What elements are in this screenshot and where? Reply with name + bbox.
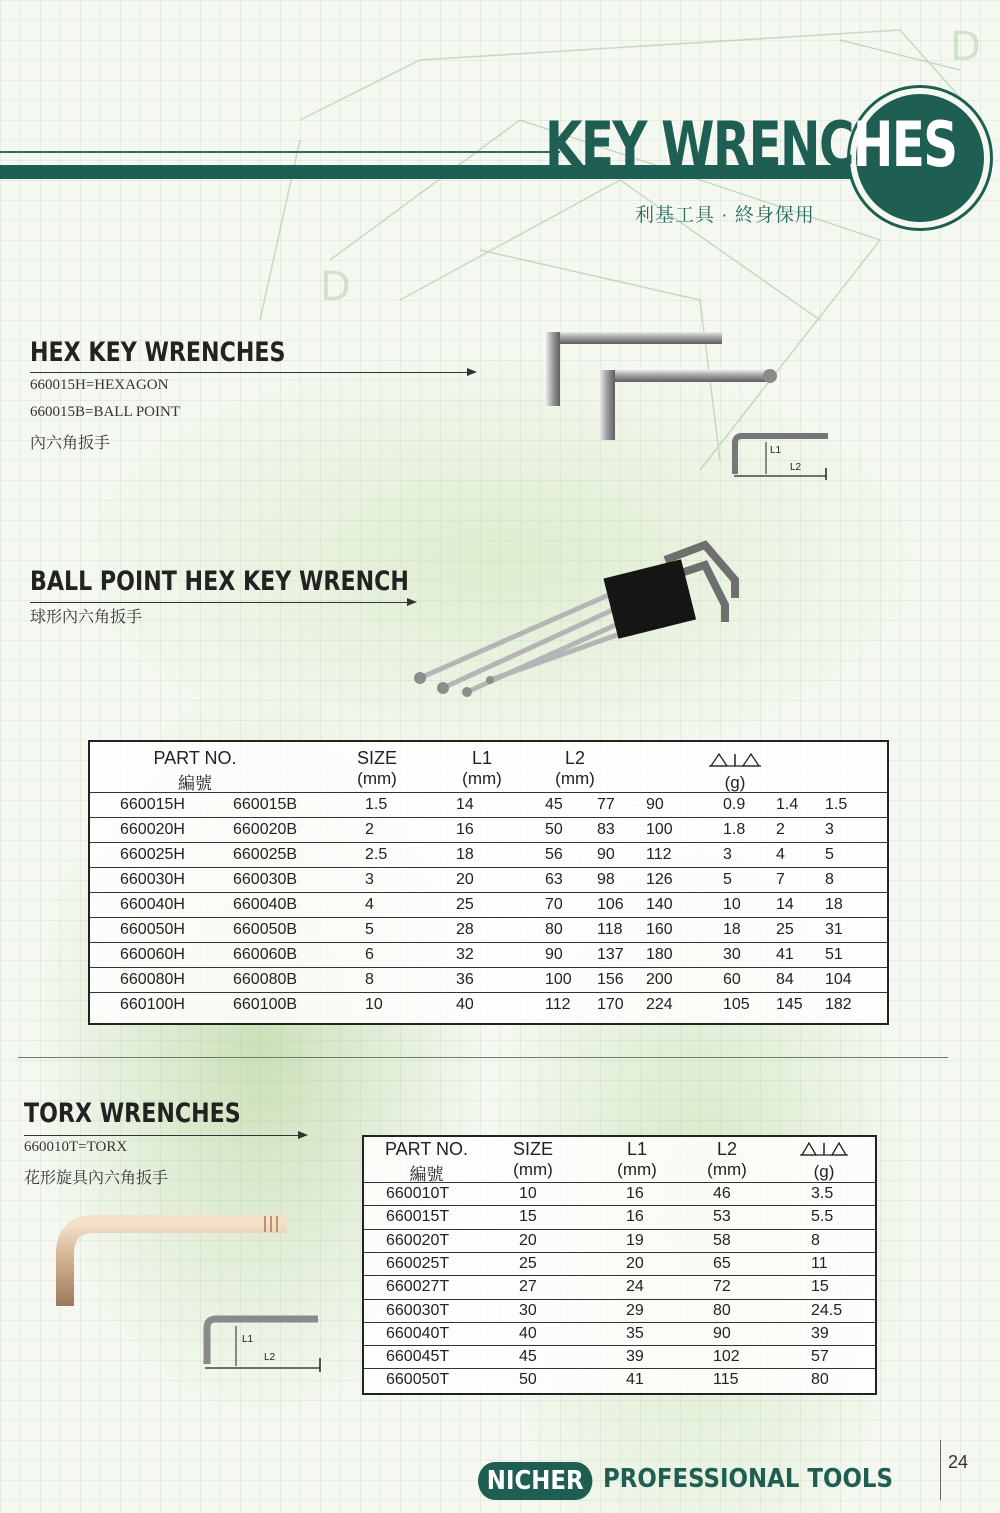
table-cell: 83	[597, 821, 615, 838]
header-rule-thin	[0, 151, 560, 153]
torx-dimension-diagram	[200, 1312, 325, 1374]
table-row	[364, 1182, 875, 1206]
hex-th-l1	[442, 748, 522, 789]
table-cell: 3.5	[811, 1185, 834, 1202]
footer-tagline: PROFESSIONAL TOOLS	[603, 1464, 893, 1494]
page-number: 24	[948, 1452, 969, 1472]
table-cell: 16	[456, 821, 474, 838]
section-divider	[18, 1057, 948, 1058]
table-cell: 16	[626, 1208, 644, 1226]
table-cell: 6	[365, 946, 374, 963]
table-cell: 20	[456, 871, 474, 888]
table-cell: 7	[776, 871, 785, 888]
table-cell: 660015B	[233, 796, 298, 813]
table-cell: 90	[597, 846, 615, 863]
table-cell: 170	[597, 996, 624, 1013]
table-cell: 660050H	[120, 921, 185, 938]
table-cell: 156	[597, 971, 624, 988]
svg-text:D: D	[320, 264, 351, 310]
table-cell: 1.5	[365, 796, 388, 813]
table-cell: 660027T	[386, 1278, 450, 1296]
svg-text:D: D	[950, 24, 981, 70]
table-cell: 8	[365, 971, 374, 988]
table-cell: 660060H	[120, 946, 185, 963]
table-cell: 180	[646, 946, 673, 963]
table-row	[90, 967, 887, 993]
table-cell: 70	[545, 896, 563, 913]
table-cell: 118	[597, 921, 623, 938]
table-cell: 57	[811, 1348, 829, 1366]
torx-section-title: TORX WRENCHES	[24, 1098, 241, 1129]
table-cell: 98	[597, 871, 615, 888]
table-cell: 90	[713, 1324, 731, 1342]
torx-th-part-no-cn: 編號	[409, 1165, 444, 1184]
table-cell: 28	[456, 921, 474, 938]
table-cell: 660050B	[233, 921, 298, 938]
torx-th-weight	[794, 1141, 854, 1182]
hex-dimension-diagram	[730, 430, 830, 482]
table-cell: 3	[825, 821, 834, 838]
table-cell: 20	[626, 1254, 644, 1272]
table-cell: 3	[365, 871, 374, 888]
table-cell: 660050T	[386, 1371, 450, 1389]
table-cell: 660020H	[120, 821, 185, 838]
torx-spec-table	[362, 1135, 877, 1395]
footer-brand-name: NICHER	[478, 1462, 592, 1500]
table-cell: 25	[519, 1254, 537, 1272]
hex-th-part-no	[145, 748, 245, 794]
table-cell: 102	[713, 1348, 740, 1366]
table-cell: 5	[723, 871, 732, 888]
table-cell: 10	[365, 996, 383, 1013]
table-cell: 36	[456, 971, 474, 988]
table-cell: 660045T	[386, 1348, 450, 1366]
table-cell: 145	[776, 996, 803, 1013]
table-cell: 46	[713, 1185, 731, 1202]
page-title	[545, 108, 957, 181]
ball-point-set-illustration	[405, 530, 750, 700]
table-cell: 51	[825, 946, 843, 963]
table-cell: 15	[519, 1208, 537, 1226]
table-row	[90, 917, 887, 943]
torx-cn-label: 花形旋具內六角扳手	[24, 1170, 169, 1187]
table-cell: 25	[776, 921, 794, 938]
table-cell: 80	[545, 921, 563, 938]
table-cell: 45	[545, 796, 563, 813]
scale-icon	[799, 1141, 849, 1157]
table-cell: 660030H	[120, 871, 185, 888]
table-cell: 137	[597, 946, 624, 963]
table-cell: 29	[626, 1301, 644, 1319]
torx-th-l2-unit: (mm)	[707, 1160, 747, 1179]
table-cell: 25	[456, 896, 474, 913]
torx-section-arrow	[24, 1135, 306, 1136]
table-cell: 80	[811, 1371, 829, 1389]
hex-section-arrow	[30, 372, 475, 373]
table-cell: 58	[713, 1231, 731, 1249]
table-cell: 224	[646, 996, 673, 1013]
torx-th-l1-label: L1	[626, 1139, 648, 1159]
table-cell: 104	[825, 971, 852, 988]
torx-th-weight-unit: (g)	[813, 1162, 835, 1181]
page-subtitle: 利基工具 · 終身保用	[635, 205, 815, 226]
torx-wrench-illustration	[55, 1208, 305, 1318]
table-cell: 50	[545, 821, 563, 838]
table-row	[364, 1229, 875, 1253]
torx-th-l1	[606, 1139, 668, 1180]
table-cell: 14	[456, 796, 474, 813]
table-cell: 24.5	[811, 1301, 843, 1319]
table-cell: 18	[825, 896, 843, 913]
table-cell: 660030B	[233, 871, 298, 888]
hex-th-l2-label: L2	[564, 748, 586, 768]
table-cell: 660020T	[386, 1231, 450, 1249]
table-cell: 2.5	[365, 846, 388, 863]
table-cell: 40	[519, 1324, 537, 1342]
hex-cn-label: 內六角扳手	[30, 435, 111, 452]
table-row	[90, 992, 887, 1018]
table-cell: 18	[456, 846, 474, 863]
table-cell: 63	[545, 871, 563, 888]
torx-diagram-l1: L1	[242, 1334, 254, 1345]
table-cell: 24	[626, 1278, 644, 1296]
table-cell: 8	[825, 871, 834, 888]
table-cell: 5.5	[811, 1208, 834, 1226]
table-cell: 41	[626, 1371, 644, 1389]
torx-th-size-unit: (mm)	[513, 1160, 553, 1179]
table-cell: 182	[825, 996, 852, 1013]
table-cell: 5	[825, 846, 834, 863]
hex-spec-hexagon: 660015H=HEXAGON	[30, 377, 169, 393]
table-cell: 27	[519, 1278, 537, 1296]
page-title-circle-text: HES	[852, 108, 957, 181]
torx-spec: 660010T=TORX	[24, 1139, 128, 1155]
hex-th-part-no-label: PART NO.	[153, 748, 237, 768]
table-row	[364, 1299, 875, 1323]
table-row	[364, 1275, 875, 1299]
torx-th-size	[502, 1139, 564, 1180]
table-cell: 160	[646, 921, 673, 938]
torx-th-part-no-label: PART NO.	[384, 1139, 469, 1159]
table-cell: 126	[646, 871, 673, 888]
table-cell: 35	[626, 1324, 644, 1342]
table-cell: 115	[713, 1371, 739, 1389]
table-cell: 84	[776, 971, 794, 988]
hex-th-weight	[700, 752, 770, 793]
table-cell: 80	[713, 1301, 731, 1319]
table-cell: 660060B	[233, 946, 298, 963]
table-cell: 50	[519, 1371, 537, 1389]
table-cell: 10	[723, 896, 741, 913]
table-cell: 8	[811, 1231, 820, 1249]
table-cell: 1.4	[776, 796, 799, 813]
hex-th-l1-unit: (mm)	[462, 769, 502, 788]
table-cell: 4	[365, 896, 374, 913]
hex-th-l1-label: L1	[471, 748, 493, 768]
table-cell: 14	[776, 896, 794, 913]
table-row	[364, 1322, 875, 1346]
scale-icon	[707, 752, 763, 768]
table-cell: 2	[776, 821, 785, 838]
table-cell: 90	[646, 796, 664, 813]
table-cell: 112	[646, 846, 672, 863]
table-cell: 1.5	[825, 796, 848, 813]
table-cell: 112	[545, 996, 571, 1013]
page-number-rule	[940, 1440, 941, 1500]
table-cell: 660040T	[386, 1324, 450, 1342]
table-cell: 3	[723, 846, 732, 863]
torx-diagram-l2: L2	[264, 1352, 276, 1363]
table-cell: 660020B	[233, 821, 298, 838]
table-cell: 660080B	[233, 971, 298, 988]
table-cell: 2	[365, 821, 374, 838]
hex-th-l2-unit: (mm)	[555, 769, 595, 788]
table-cell: 39	[626, 1348, 644, 1366]
table-cell: 660015T	[386, 1208, 450, 1226]
table-cell: 32	[456, 946, 474, 963]
table-cell: 660100H	[120, 996, 185, 1013]
hex-section-title: HEX KEY WRENCHES	[30, 337, 286, 368]
table-row	[364, 1368, 875, 1392]
table-cell: 660100B	[233, 996, 298, 1013]
table-row	[90, 842, 887, 868]
table-cell: 660025H	[120, 846, 185, 863]
hex-diagram-l2: L2	[790, 462, 802, 473]
torx-th-l1-unit: (mm)	[617, 1160, 657, 1179]
page-title-main: KEY WRENC	[545, 108, 853, 181]
table-cell: 19	[626, 1231, 644, 1249]
table-cell: 200	[646, 971, 673, 988]
table-cell: 140	[646, 896, 673, 913]
table-cell: 660015H	[120, 796, 185, 813]
table-row	[90, 942, 887, 968]
table-cell: 72	[713, 1278, 731, 1296]
table-row	[364, 1252, 875, 1276]
table-cell: 20	[519, 1231, 537, 1249]
torx-th-part-no	[374, 1139, 479, 1185]
table-cell: 660010T	[386, 1185, 450, 1202]
table-row	[90, 892, 887, 918]
table-cell: 5	[365, 921, 374, 938]
table-row	[90, 817, 887, 843]
hex-spec-table	[88, 740, 889, 1025]
torx-th-l2	[696, 1139, 758, 1180]
table-cell: 106	[597, 896, 624, 913]
table-cell: 0.9	[723, 796, 746, 813]
table-cell: 100	[545, 971, 572, 988]
hex-diagram-l1: L1	[770, 445, 782, 456]
table-row	[364, 1345, 875, 1369]
hex-th-weight-unit: (g)	[724, 773, 746, 792]
table-cell: 10	[519, 1185, 537, 1202]
table-cell: 53	[713, 1208, 731, 1226]
hex-th-l2	[535, 748, 615, 789]
table-cell: 4	[776, 846, 785, 863]
table-cell: 105	[723, 996, 750, 1013]
table-cell: 41	[776, 946, 794, 963]
table-cell: 660080H	[120, 971, 185, 988]
ball-cn-label: 球形內六角扳手	[30, 609, 143, 626]
hex-th-size-label: SIZE	[356, 748, 397, 768]
table-cell: 15	[811, 1278, 829, 1296]
ball-section-title: BALL POINT HEX KEY WRENCH	[30, 566, 409, 597]
table-cell: 30	[723, 946, 741, 963]
table-cell: 660025B	[233, 846, 298, 863]
torx-th-l2-label: L2	[716, 1139, 738, 1159]
table-cell: 660025T	[386, 1254, 450, 1272]
hex-th-size-unit: (mm)	[357, 769, 397, 788]
table-row	[90, 867, 887, 893]
table-row	[364, 1205, 875, 1229]
table-cell: 39	[811, 1324, 829, 1342]
table-cell: 30	[519, 1301, 537, 1319]
table-cell: 77	[597, 796, 615, 813]
table-row	[90, 792, 887, 818]
hex-th-part-no-cn: 編號	[178, 774, 212, 793]
table-cell: 40	[456, 996, 474, 1013]
table-cell: 660040B	[233, 896, 298, 913]
table-cell: 11	[811, 1254, 828, 1272]
table-cell: 100	[646, 821, 673, 838]
table-cell: 90	[545, 946, 563, 963]
table-cell: 60	[723, 971, 741, 988]
hex-th-size	[342, 748, 412, 789]
table-cell: 56	[545, 846, 563, 863]
table-cell: 65	[713, 1254, 731, 1272]
hex-spec-ballpoint: 660015B=BALL POINT	[30, 404, 180, 420]
torx-th-size-label: SIZE	[512, 1139, 553, 1159]
table-cell: 660030T	[386, 1301, 450, 1319]
table-cell: 45	[519, 1348, 537, 1366]
table-cell: 18	[723, 921, 741, 938]
ball-section-arrow	[30, 602, 415, 603]
table-cell: 660040H	[120, 896, 185, 913]
table-cell: 31	[825, 921, 843, 938]
table-cell: 16	[626, 1185, 644, 1202]
table-cell: 1.8	[723, 821, 746, 838]
